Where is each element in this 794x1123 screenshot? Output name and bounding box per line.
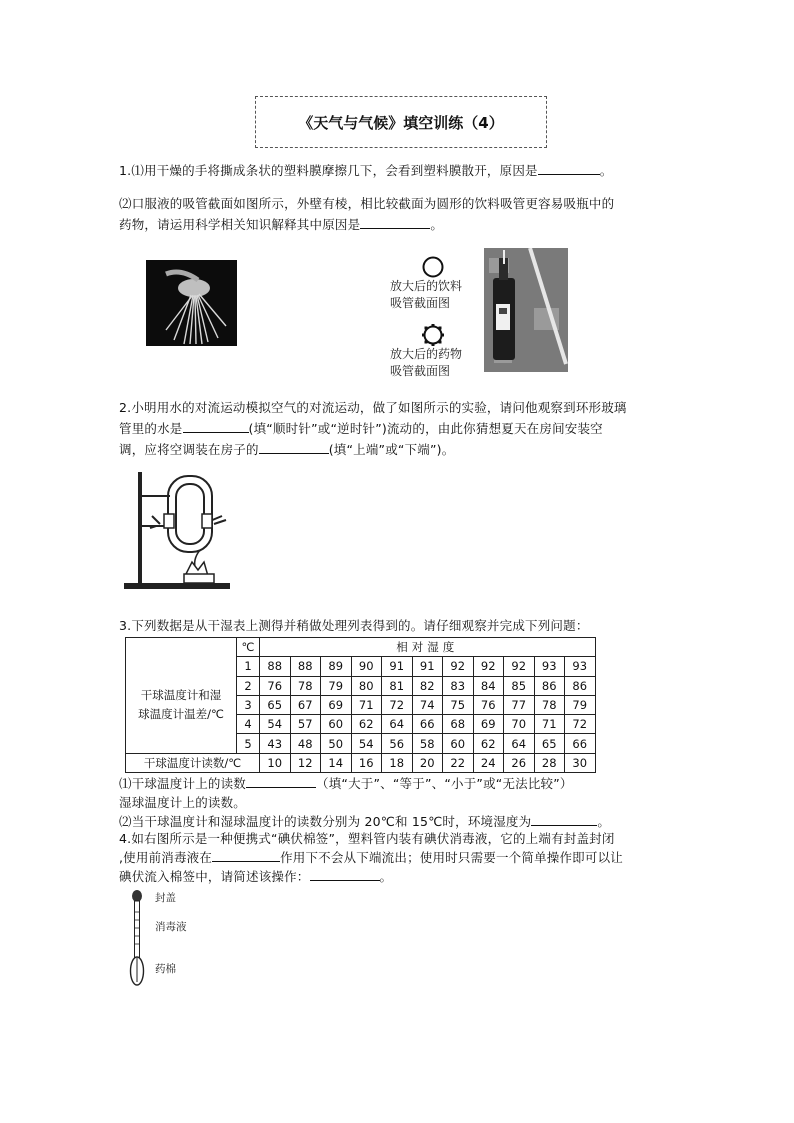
plastic-strips-photo bbox=[146, 260, 237, 346]
table-row: 干球温度计和湿 球温度计温差/℃ 1 88 88 89 90 91 91 92 92 92 93 93 bbox=[126, 657, 596, 676]
q3-answer-blank-1[interactable] bbox=[246, 775, 316, 788]
table-header-row bbox=[126, 638, 596, 657]
unit-header: ℃ bbox=[237, 638, 260, 657]
q3-sub2b: 。 bbox=[597, 814, 611, 829]
convection-apparatus-diagram bbox=[122, 466, 234, 592]
q3-sub2a: ⑵当干球温度计和湿球温度计的读数分别为 20℃和 15℃时，环境湿度为 bbox=[119, 814, 532, 829]
q4-line2b: 作用下不会从下端流出；使用时只需要一个简单操作即可以让 bbox=[280, 850, 623, 865]
q1-part2-end: 。 bbox=[430, 217, 444, 232]
relative-humidity-header: 相对湿度 bbox=[260, 638, 596, 657]
drink-straw-label: 放大后的饮料 吸管截面图 bbox=[390, 279, 463, 310]
q3-intro: 3.下列数据是从干湿表上测得并稍做处理列表得到的。请仔细观察并完成下列问题： bbox=[119, 618, 589, 633]
q4-line3a: 碘伏流入棉签中，请简述该操作： bbox=[119, 869, 310, 884]
cap-label: 封盖 bbox=[155, 892, 176, 904]
ridged-straw-section-icon bbox=[421, 323, 445, 347]
q3-answer-blank-2[interactable] bbox=[531, 813, 597, 826]
q1-part1-end: 。 bbox=[599, 163, 613, 178]
q3-sub1a: ⑴干球温度计上的读数 bbox=[119, 776, 247, 791]
q4-line1: 4.如右图所示是一种便携式“碘伏棉签”，塑料管内装有碘伏消毒液，它的上端有封盖封闭 bbox=[119, 831, 615, 846]
q3-sub1b: （填“大于”、“等于”、“小于”或“无法比较”） bbox=[316, 776, 573, 791]
table-row: 4 54 57 60 62 64 66 68 69 70 71 72 bbox=[126, 715, 596, 734]
q2-answer-blank-1[interactable] bbox=[183, 420, 249, 433]
q2-line3b: (填“上端”或“下端”)。 bbox=[328, 442, 455, 457]
q1-answer-blank-2[interactable] bbox=[360, 216, 430, 229]
q4-line2a: ,使用前消毒液在 bbox=[119, 850, 213, 865]
q1-part2 bbox=[119, 193, 689, 235]
oral-liquid-bottle-photo bbox=[484, 248, 568, 372]
q1-part1-text: 1.⑴用干燥的手将撕成条状的塑料膜摩擦几下，会看到塑料膜散开，原因是 bbox=[119, 163, 538, 178]
q1-part2-line1: ⑵口服液的吸管截面如图所示，外壁有棱，相比较截面为圆形的饮料吸管更容易吸瓶中的 bbox=[119, 196, 615, 211]
q1-part1 bbox=[119, 160, 689, 181]
temp-diff-label: 干球温度计和湿 球温度计温差/℃ bbox=[126, 657, 237, 753]
iodine-swab-diagram bbox=[124, 888, 152, 988]
q3-sub1c: 湿球温度计上的读数。 bbox=[119, 795, 247, 810]
q4-text bbox=[119, 829, 689, 886]
q3-subquestions bbox=[119, 774, 689, 831]
q2-line2a: 管里的水是 bbox=[119, 421, 183, 436]
q2-line2b: (填“顺时针”或“逆时针”)流动的，由此你猜想夏天在房间安装空 bbox=[248, 421, 603, 436]
q2-answer-blank-2[interactable] bbox=[259, 441, 329, 454]
humidity-table bbox=[125, 637, 596, 773]
q2-line1: 2.小明用水的对流运动模拟空气的对流运动，做了如图所示的实验，请问他观察到环形玻璃 bbox=[119, 400, 627, 415]
table-row: 2 76 78 79 80 81 82 83 84 85 86 86 bbox=[126, 676, 596, 695]
cotton-label: 药棉 bbox=[155, 963, 176, 975]
dry-bulb-label: 干球温度计读数/℃ bbox=[126, 753, 260, 772]
disinfectant-label: 消毒液 bbox=[155, 921, 187, 933]
medicine-straw-label: 放大后的药物 吸管截面图 bbox=[390, 347, 463, 378]
table-row: 5 43 48 50 54 56 58 60 62 64 65 66 bbox=[126, 734, 596, 753]
q4-line3b: 。 bbox=[379, 869, 393, 884]
round-straw-section-icon bbox=[421, 255, 445, 279]
q2-text bbox=[119, 397, 689, 460]
q1-answer-blank-1[interactable] bbox=[538, 162, 600, 175]
q4-answer-blank-1[interactable] bbox=[212, 849, 280, 862]
page-title: 《天气与气候》填空训练（4） bbox=[255, 96, 547, 148]
q2-line3a: 调，应将空调装在房子的 bbox=[119, 442, 259, 457]
q1-part2-line2: 药物，请运用科学相关知识解释其中原因是 bbox=[119, 217, 361, 232]
q4-answer-blank-2[interactable] bbox=[310, 868, 380, 881]
dry-bulb-row: 干球温度计读数/℃ 10 12 14 16 18 20 22 24 26 28 30 bbox=[126, 753, 596, 772]
table-row: 3 65 67 69 71 72 74 75 76 77 78 79 bbox=[126, 695, 596, 714]
